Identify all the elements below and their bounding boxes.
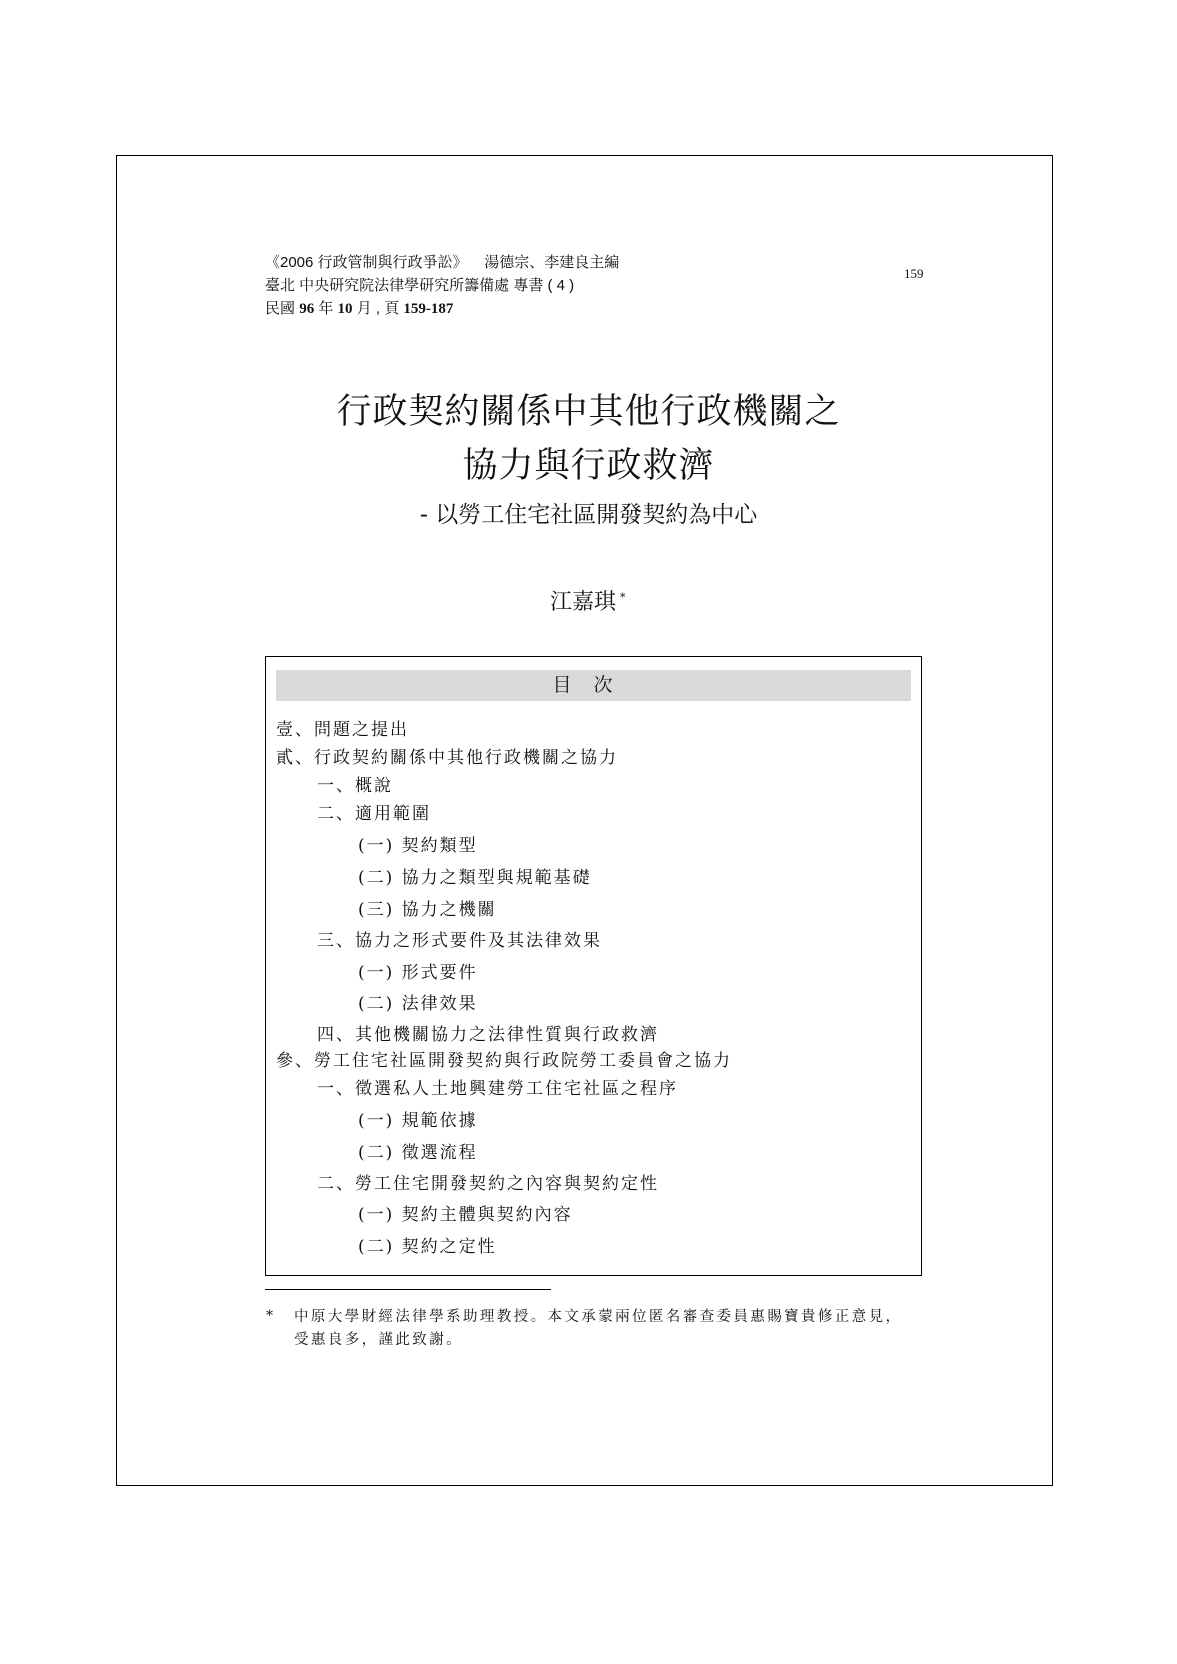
editors: 湯德宗、李建良主編 bbox=[484, 254, 620, 271]
toc-item[interactable]: (三) 協力之機關 bbox=[358, 900, 497, 920]
toc-item[interactable]: (一) 契約類型 bbox=[358, 836, 478, 856]
toc-item[interactable]: 三、協力之形式要件及其法律效果 bbox=[317, 931, 602, 951]
date-year-unit: 年 bbox=[318, 300, 334, 317]
footnote-divider bbox=[265, 1289, 551, 1290]
toc-item[interactable]: 參、勞工住宅社區開發契約與行政院勞工委員會之協力 bbox=[276, 1051, 732, 1071]
author-footnote-mark: * bbox=[620, 590, 626, 604]
toc-item[interactable]: 四、其他機關協力之法律性質與行政救濟 bbox=[317, 1025, 659, 1045]
footnote-mark: * bbox=[266, 1308, 273, 1324]
title-line-2: 協力與行政救濟 bbox=[462, 446, 715, 486]
title-line-1: 行政契約關係中其他行政機關之 bbox=[336, 392, 841, 432]
toc-item[interactable]: (二) 法律效果 bbox=[358, 994, 478, 1014]
page-range: 159-187 bbox=[403, 301, 454, 317]
header-line-1 bbox=[265, 252, 619, 274]
page-number: 159 bbox=[904, 266, 924, 281]
date-year: 96 bbox=[299, 301, 315, 317]
date-month: 10 bbox=[337, 301, 353, 317]
toc-item[interactable]: 二、適用範圍 bbox=[317, 804, 431, 824]
date-month-unit: 月 , 頁 bbox=[356, 300, 400, 317]
toc-item[interactable]: 一、概說 bbox=[317, 776, 393, 796]
toc-item[interactable]: 壹、問題之提出 bbox=[276, 720, 409, 740]
header-line-2: 臺北 中央研究院法律學研究所籌備處 專書 ( 4 ) bbox=[265, 277, 575, 294]
subtitle: - 以勞工住宅社區開發契約為中心 bbox=[419, 502, 758, 528]
date-prefix: 民國 bbox=[265, 300, 296, 317]
toc-item[interactable]: (二) 徵選流程 bbox=[358, 1143, 478, 1163]
toc-item[interactable]: 二、勞工住宅開發契約之內容與契約定性 bbox=[317, 1174, 659, 1194]
toc-item[interactable]: (二) 契約之定性 bbox=[358, 1237, 497, 1257]
table-of-contents bbox=[265, 656, 922, 1276]
toc-item[interactable]: (一) 契約主體與契約內容 bbox=[358, 1205, 573, 1225]
toc-heading: 目次 bbox=[276, 670, 911, 701]
toc-item[interactable]: (一) 形式要件 bbox=[358, 963, 478, 983]
author-name: 江嘉琪 bbox=[550, 590, 617, 615]
toc-item[interactable]: 一、徵選私人土地興建勞工住宅社區之程序 bbox=[317, 1079, 678, 1099]
series-title: 《2006 行政管制與行政爭訟》 bbox=[265, 254, 468, 271]
toc-item[interactable]: (二) 協力之類型與規範基礎 bbox=[358, 868, 592, 888]
toc-item[interactable]: (一) 規範依據 bbox=[358, 1111, 478, 1131]
footnote-text: 中原大學財經法律學系助理教授。本文承蒙兩位匿名審查委員惠賜寶貴修正意見，受惠良多，謹此致謝。 bbox=[294, 1309, 903, 1348]
header-line-3 bbox=[265, 298, 453, 320]
toc-item[interactable]: 貳、行政契約關係中其他行政機關之協力 bbox=[276, 748, 618, 768]
author bbox=[550, 585, 626, 616]
